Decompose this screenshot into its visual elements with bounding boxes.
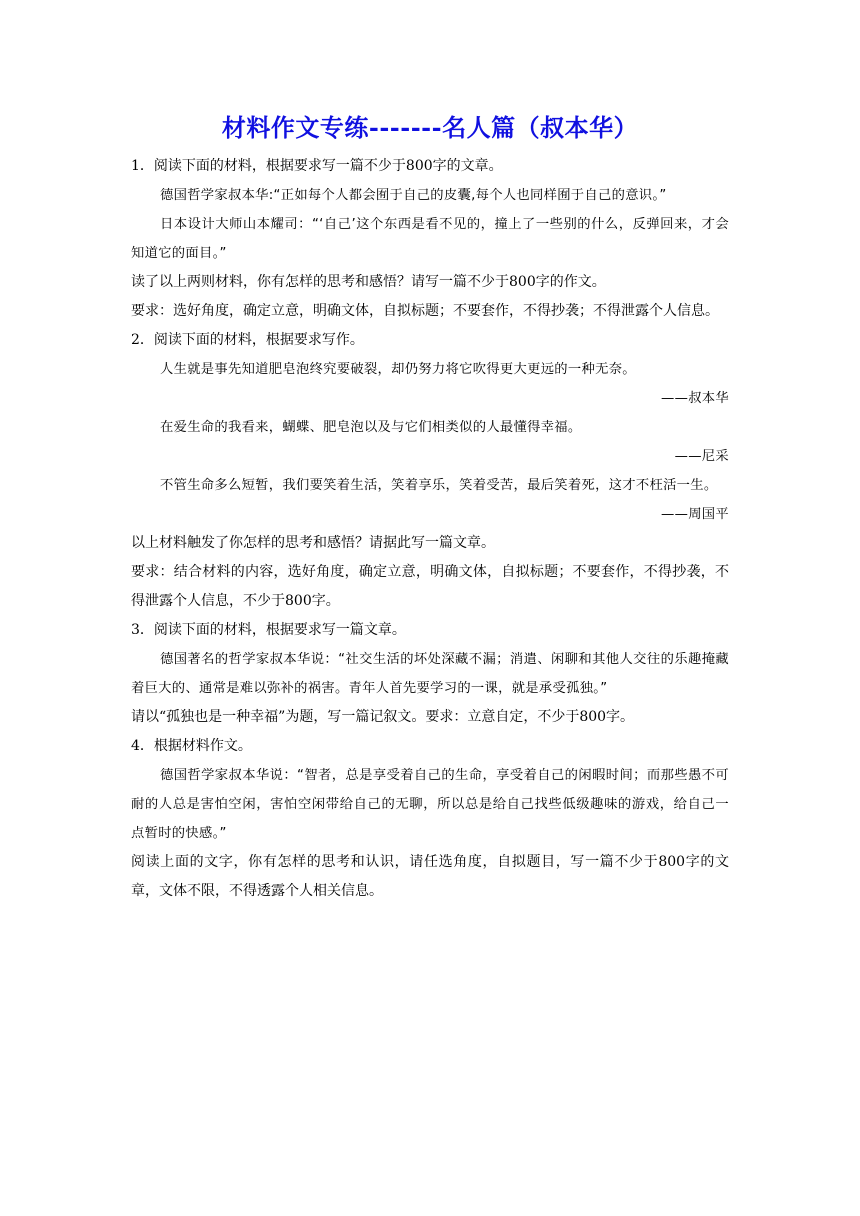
q4-material-1: 德国哲学家叔本华说：“智者，总是享受着自己的生命，享受着自己的闲暇时间；而那些愚不可耐的人总是害怕空闲，害怕空闲带给自己的无聊，所以总是给自己找些低级趣味的游戏，给自己一点暂时的快感。” [131,768,729,841]
q3-task: 请以“孤独也是一种幸福”为题，写一篇记叙文。要求：立意自定，不少于800字。 [131,709,635,725]
question-4 [131,732,729,906]
q1-material-2: 日本设计大师山本耀司：“‘自己’这个东西是看不见的，撞上了一些别的什么，反弹回来，才会知道它的面目。” [131,217,729,261]
document-page [131,108,729,906]
q2-requirements: 要求：结合材料的内容，选好角度，确定立意，明确文体，自拟标题；不要套作，不得抄袭，不得泄露个人信息，不少于800字。 [131,564,729,609]
q1-prompt: 1．阅读下面的材料，根据要求写一篇不少于800字的文章。 [131,158,503,174]
q2-attribution-2: ——尼采 [674,449,729,464]
q1-requirements: 要求：选好角度，确定立意，明确文体，自拟标题；不要套作，不得抄袭；不得泄露个人信息。 [131,303,719,319]
question-1 [131,152,729,326]
q3-material-1: 德国著名的哲学家叔本华说：“社交生活的坏处深藏不漏；消遣、闲聊和其他人交往的乐趣掩藏着巨大的、通常是难以弥补的祸害。青年人首先要学习的一课，就是承受孤独。” [131,652,729,696]
q4-task: 阅读上面的文字，你有怎样的思考和认识，请任选角度，自拟题目，写一篇不少于800字的文章，文体不限，不得透露个人相关信息。 [131,854,729,899]
q1-task: 读了以上两则材料，你有怎样的思考和感悟？请写一篇不少于800字的作文。 [131,274,606,290]
q2-prompt: 2．阅读下面的材料，根据要求写作。 [131,332,364,348]
q4-prompt: 4．根据材料作文。 [131,738,252,754]
question-2 [131,326,729,616]
q2-task: 以上材料触发了你怎样的思考和感悟？请据此写一篇文章。 [131,535,495,551]
q2-material-1: 人生就是事先知道肥皂泡终究要破裂，却仍努力将它吹得更大更远的一种无奈。 [160,362,636,377]
q2-attribution-1: ——叔本华 [661,391,729,406]
q2-material-3: 不管生命多么短暂，我们要笑着生活，笑着享乐，笑着受苦，最后笑着死，这才不枉活一生。 [160,478,718,493]
document-title: 材料作文专练-------名人篇（叔本华） [221,113,639,142]
q3-prompt: 3．阅读下面的材料，根据要求写一篇文章。 [131,622,406,638]
question-3 [131,616,729,732]
q2-attribution-3: ——周国平 [661,507,729,522]
q1-material-1: 德国哲学家叔本华:“正如每个人都会囿于自己的皮囊,每个人也同样囿于自己的意识。” [160,188,667,203]
q2-material-2: 在爱生命的我看来，蝴蝶、肥皂泡以及与它们相类似的人最懂得幸福。 [160,420,582,435]
